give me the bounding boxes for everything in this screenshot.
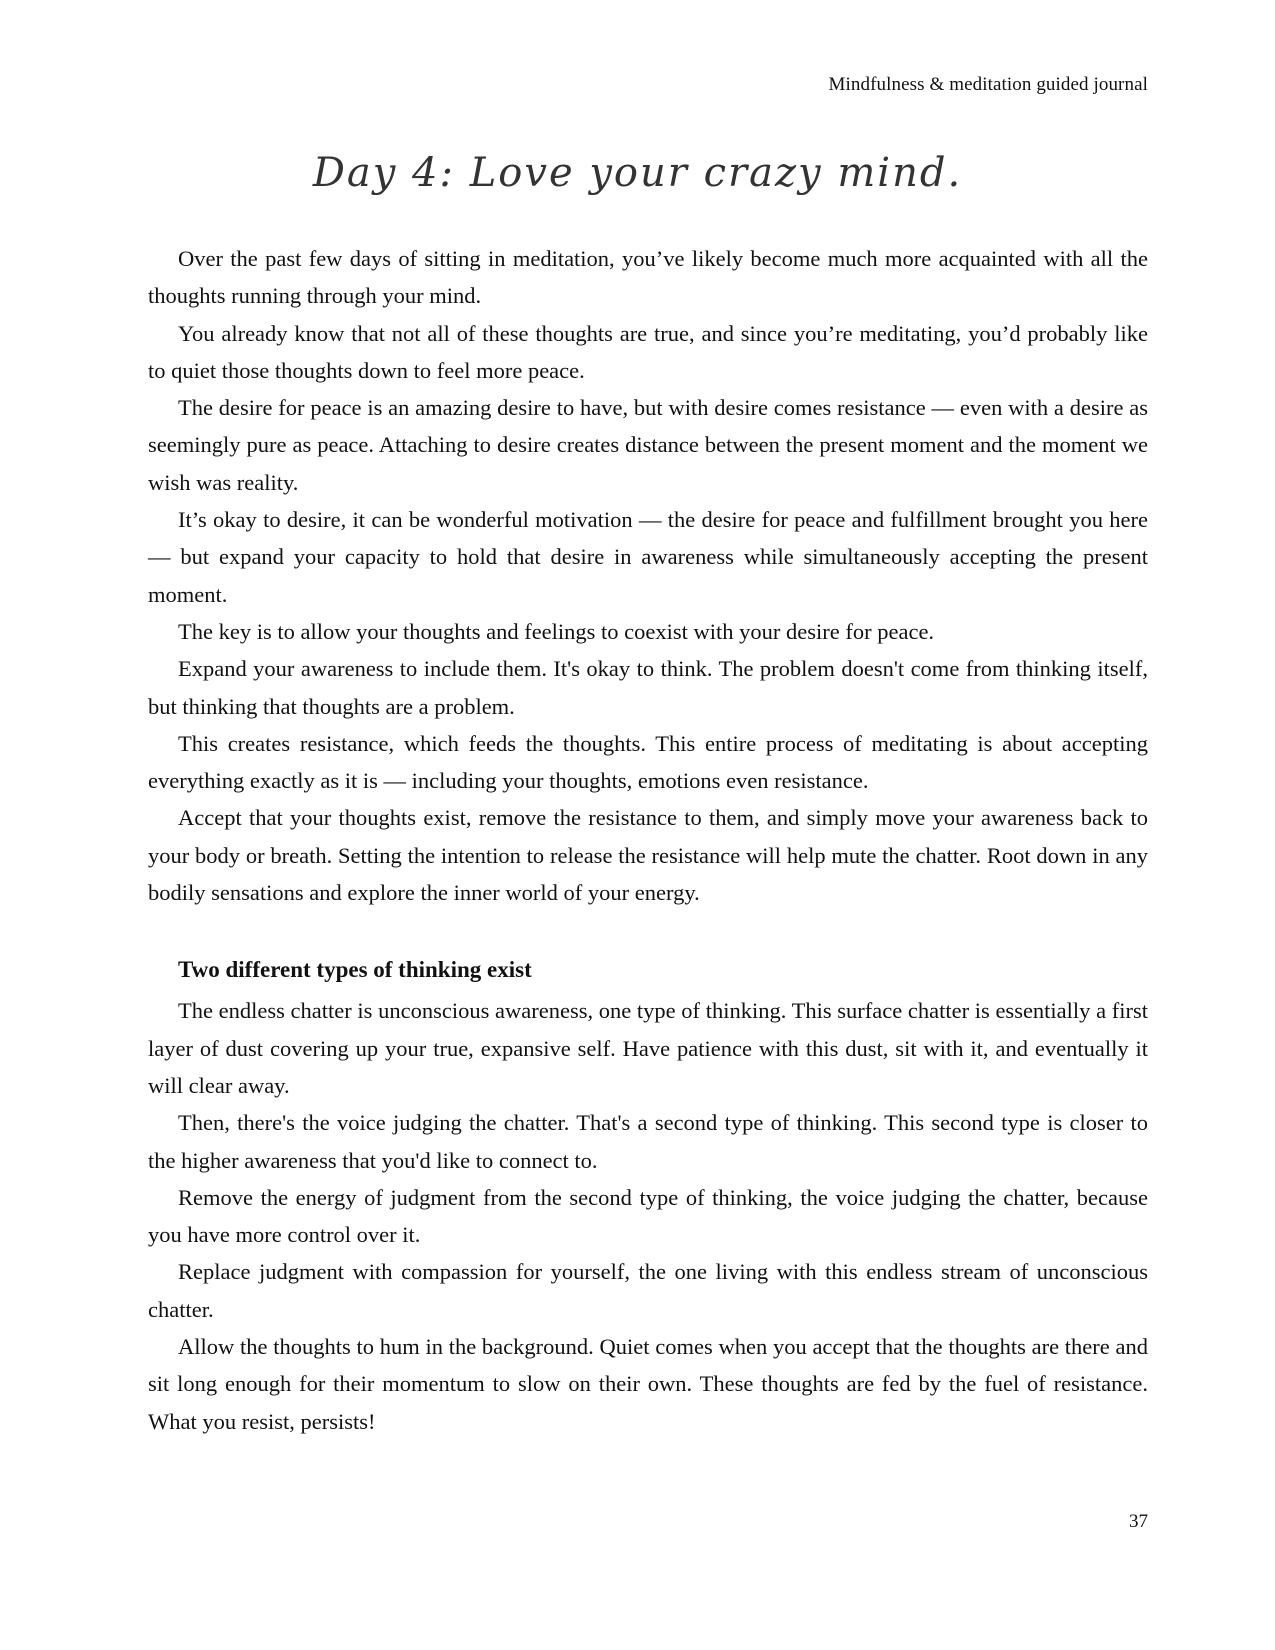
running-header: Mindfulness & meditation guided journal xyxy=(828,74,1148,95)
paragraph: Expand your awareness to include them. It's okay to think. The problem doesn't come from thinking itself, but thinking that thoughts are a problem. xyxy=(148,656,1148,719)
paragraph: The key is to allow your thoughts and feelings to coexist with your desire for peace. xyxy=(178,618,935,644)
paragraph: The endless chatter is unconscious awareness, one type of thinking. This surface chatter is essentially a first layer of dust covering up your true, expansive self. Have patience with this dust, sit with it, and eventually it will clear away. xyxy=(148,998,1148,1098)
paragraph: The desire for peace is an amazing desire to have, but with desire comes resistance — even with a desire as seemingly pure as peace. Attaching to desire creates distance between the present moment and the moment we wish was reality. xyxy=(148,395,1148,495)
paragraph: It’s okay to desire, it can be wonderful motivation — the desire for peace and fulfillment brought you here — but expand your capacity to hold that desire in awareness while simultaneously accepting the present moment. xyxy=(148,507,1148,607)
paragraph: Replace judgment with compassion for yourself, the one living with this endless stream of unconscious chatter. xyxy=(148,1259,1148,1322)
paragraph: Allow the thoughts to hum in the background. Quiet comes when you accept that the thoughts are there and sit long enough for their momentum to slow on their own. These thoughts are fed by the fuel of resistance. What you resist, persists! xyxy=(148,1334,1148,1434)
paragraph: Accept that your thoughts exist, remove the resistance to them, and simply move your awareness back to your body or breath. Setting the intention to release the resistance will help mute the chatter. Root down in any bodily sensations and explore the inner world of your energy. xyxy=(148,805,1148,906)
paragraph: Remove the energy of judgment from the second type of thinking, the voice judging the chatter, because you have more control over it. xyxy=(148,1184,1148,1248)
body-text xyxy=(148,240,1148,1440)
paragraph: You already know that not all of these thoughts are true, and since you’re meditating, you’d probably like to quiet those thoughts down to feel more peace. xyxy=(148,320,1148,383)
paragraph: Then, there's the voice judging the chatter. That's a second type of thinking. This second type is closer to the higher awareness that you'd like to connect to. xyxy=(148,1110,1148,1173)
page-number: 37 xyxy=(1129,1511,1148,1532)
paragraph: Over the past few days of sitting in meditation, you’ve likely become much more acquainted with all the thoughts running through your mind. xyxy=(148,246,1148,309)
page-title: Day 4: Love your crazy mind. xyxy=(312,150,963,196)
section-heading: Two different types of thinking exist xyxy=(178,957,532,983)
paragraph: This creates resistance, which feeds the thoughts. This entire process of meditating is about accepting everything exactly as it is — including your thoughts, emotions even resistance. xyxy=(148,730,1148,794)
